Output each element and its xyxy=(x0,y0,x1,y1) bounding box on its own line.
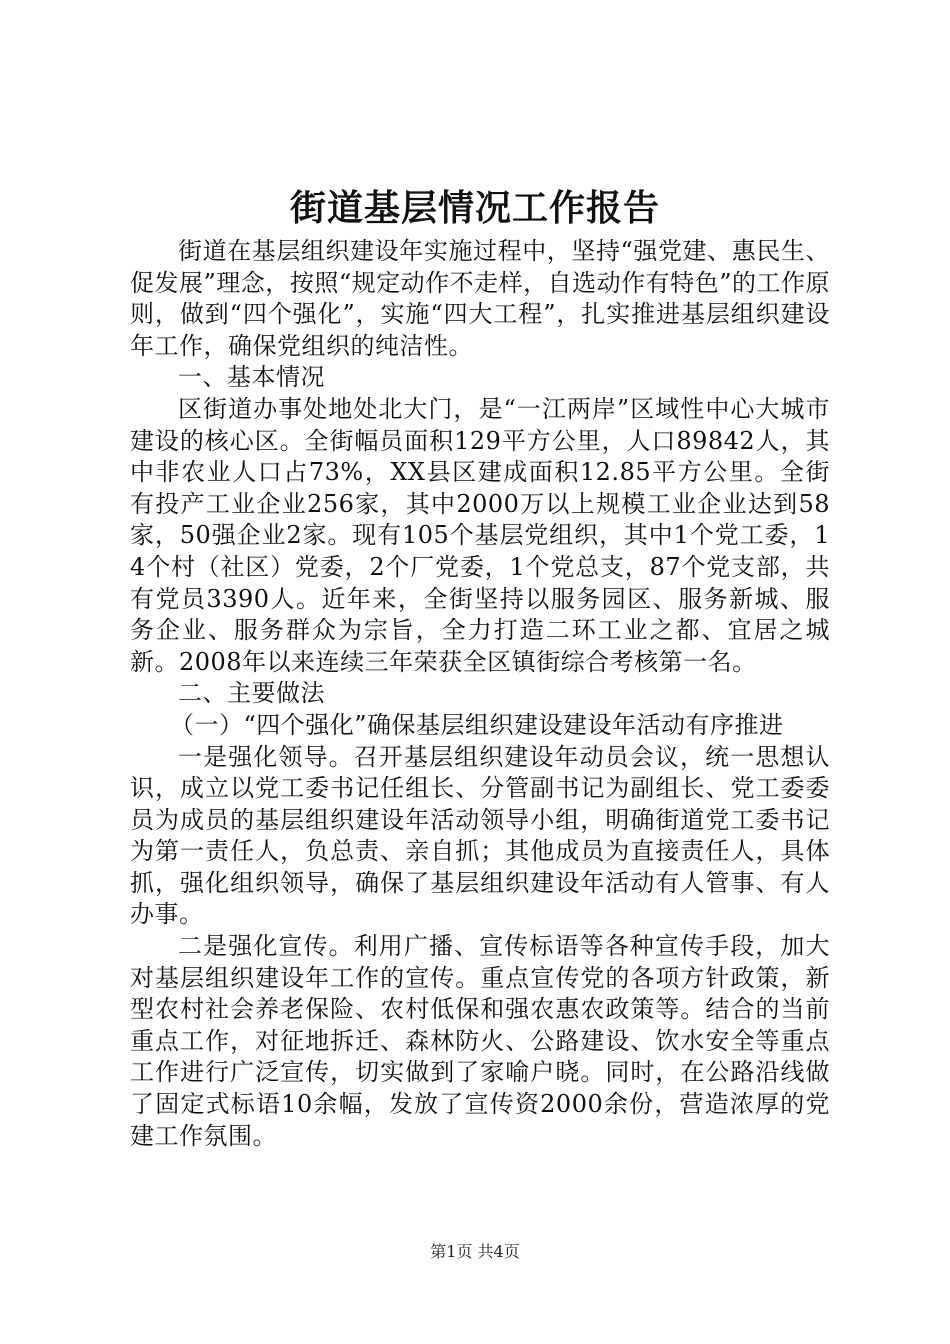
page-number-footer: 第1页 共4页 xyxy=(430,1242,520,1261)
strengthen-publicity-paragraph: 二是强化宣传。利用广播、宣传标语等各种宣传手段，加大对基层组织建设年工作的宣传。重点宣传党的各项方针政策，新型农村社会养老保险、农村低保和强农惠农政策等。结合的当前重点工作，对征地拆迁、森林防火、公路建设、饮水安全等重点工作进行广泛宣传，切实做到了家喻户晓。同时，在公路沿线做了固定式标语10余幅，发放了宣传资2000余份，营造浓厚的党建工作氛围。 xyxy=(130,932,830,1150)
section-heading-basic-situation: 一、基本情况 xyxy=(178,363,325,392)
subsection-heading-four-strengthenings: （一）“四个强化”确保基层组织建设建设年活动有序推进 xyxy=(170,710,784,739)
basic-situation-paragraph: 区街道办事处地处北大门，是“一江两岸”区域性中心大城市建设的核心区。全街幅员面积129平方公里，人口89842人，其中非农业人口占73%，XX县区建成面积12.85平方公里。全街有投产工业企业256家，其中2000万以上规模工业企业达到58家，50强企业2家。现有105个基层党组织，其中1个党工委，14个村（社区）党委，2个厂党委，1个党总支，87个党支部，共有党员3390人。近年来，全街坚持以服务园区、服务新城、服务企业、服务群众为宗旨，全力打造二环工业之都、宜居之城新。2008年以来连续三年荣获全区镇街综合考核第一名。 xyxy=(130,394,830,676)
document-title: 街道基层情况工作报告 xyxy=(289,187,660,229)
section-heading-main-practices: 二、主要做法 xyxy=(178,679,325,708)
document-body xyxy=(130,236,830,1152)
strengthen-leadership-paragraph: 一是强化领导。召开基层组织建设年动员会议，统一思想认识，成立以党工委书记任组长、分管副书记为副组长、党工委委员为成员的基层组织建设年活动领导小组，明确街道党工委书记为第一责任人，负总责、亲自抓；其他成员为直接责任人，具体抓，强化组织领导，确保了基层组织建设年活动有人管事、有人办事。 xyxy=(130,742,830,929)
intro-paragraph: 街道在基层组织建设年实施过程中，坚持“强党建、惠民生、促发展”理念，按照“规定动作不走样，自选动作有特色”的工作原则，做到“四个强化”，实施“四大工程”，扎实推进基层组织建设年工作，确保党组织的纯洁性。 xyxy=(130,237,830,360)
